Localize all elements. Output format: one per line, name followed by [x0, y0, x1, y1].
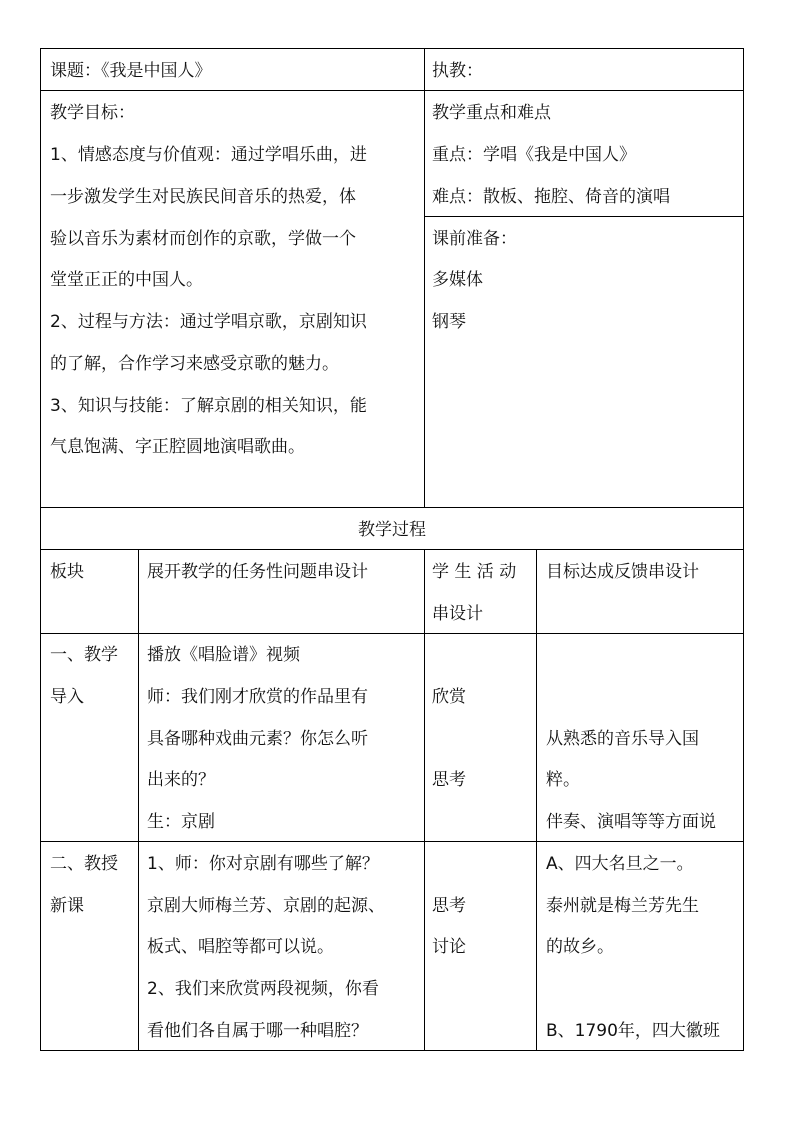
header-student: 串设计	[432, 604, 483, 624]
row-task: 看他们各自属于哪一种唱腔？	[147, 1021, 368, 1041]
keypoints-difficulty: 难点：散板、拖腔、倚音的演唱	[432, 187, 670, 207]
row-feedback: A、四大名旦之一。	[546, 854, 694, 874]
row-task: 师：我们刚才欣赏的作品里有	[147, 687, 368, 707]
row-feedback: 伴奏、演唱等等方面说	[546, 812, 716, 832]
row-feedback: 粹。	[546, 770, 580, 790]
row-task: 板式、唱腔等都可以说。	[147, 937, 334, 957]
row-student: 讨论	[432, 937, 466, 957]
objectives-line: 堂堂正正的中国人。	[50, 270, 203, 290]
row-block: 一、教学	[50, 645, 118, 665]
header-feedback: 目标达成反馈串设计	[546, 562, 699, 582]
prep-title: 课前准备：	[432, 229, 517, 249]
row-task: 1、师：你对京剧有哪些了解？	[147, 854, 379, 874]
objectives-line: 3、知识与技能：了解京剧的相关知识，能	[50, 396, 367, 416]
row-block: 新课	[50, 896, 84, 916]
row-student: 思考	[432, 896, 466, 916]
keypoints-focus: 重点：学唱《我是中国人》	[432, 145, 636, 165]
keypoints-title: 教学重点和难点	[432, 103, 551, 123]
header-student: 学 生 活 动	[432, 562, 517, 582]
prep-item: 钢琴	[432, 312, 466, 332]
row-feedback: 泰州就是梅兰芳先生	[546, 896, 699, 916]
row-task: 出来的？	[147, 770, 215, 790]
topic-text: 课题：《我是中国人》	[50, 61, 212, 81]
objectives-line: 2、过程与方法：通过学唱京歌，京剧知识	[50, 312, 367, 332]
row-student: 思考	[432, 770, 466, 790]
objectives-line: 气息饱满、字正腔圆地演唱歌曲。	[50, 437, 305, 457]
objectives-line: 1、情感态度与价值观：通过学唱乐曲，进	[50, 145, 367, 165]
row-block: 二、教授	[50, 854, 118, 874]
objectives-line: 验以音乐为素材而创作的京歌，学做一个	[50, 229, 356, 249]
row-task: 2、我们来欣赏两段视频，你看	[147, 979, 379, 999]
row-task: 播放《唱脸谱》视频	[147, 645, 300, 665]
row-feedback: 从熟悉的音乐导入国	[546, 729, 699, 749]
header-task: 展开教学的任务性问题串设计	[147, 562, 368, 582]
row-student: 欣赏	[432, 687, 466, 707]
header-block: 板块	[50, 562, 84, 582]
teacher-text: 执教：	[432, 61, 483, 81]
row-feedback: 的故乡。	[546, 937, 614, 957]
row-task: 京剧大师梅兰芳、京剧的起源、	[147, 896, 385, 916]
process-title: 教学过程	[358, 520, 426, 540]
prep-cell	[424, 216, 744, 508]
row-task: 具备哪种戏曲元素？你怎么听	[147, 729, 368, 749]
row-task: 生：京剧	[147, 812, 215, 832]
objectives-title: 教学目标：	[50, 103, 135, 123]
row1-student-cell	[424, 633, 537, 842]
objectives-line: 的了解，合作学习来感受京歌的魅力。	[50, 354, 339, 374]
row-block: 导入	[50, 687, 84, 707]
prep-item: 多媒体	[432, 270, 483, 290]
objectives-line: 一步激发学生对民族民间音乐的热爱，体	[50, 187, 356, 207]
row-feedback: B、1790年，四大徽班	[546, 1021, 720, 1041]
